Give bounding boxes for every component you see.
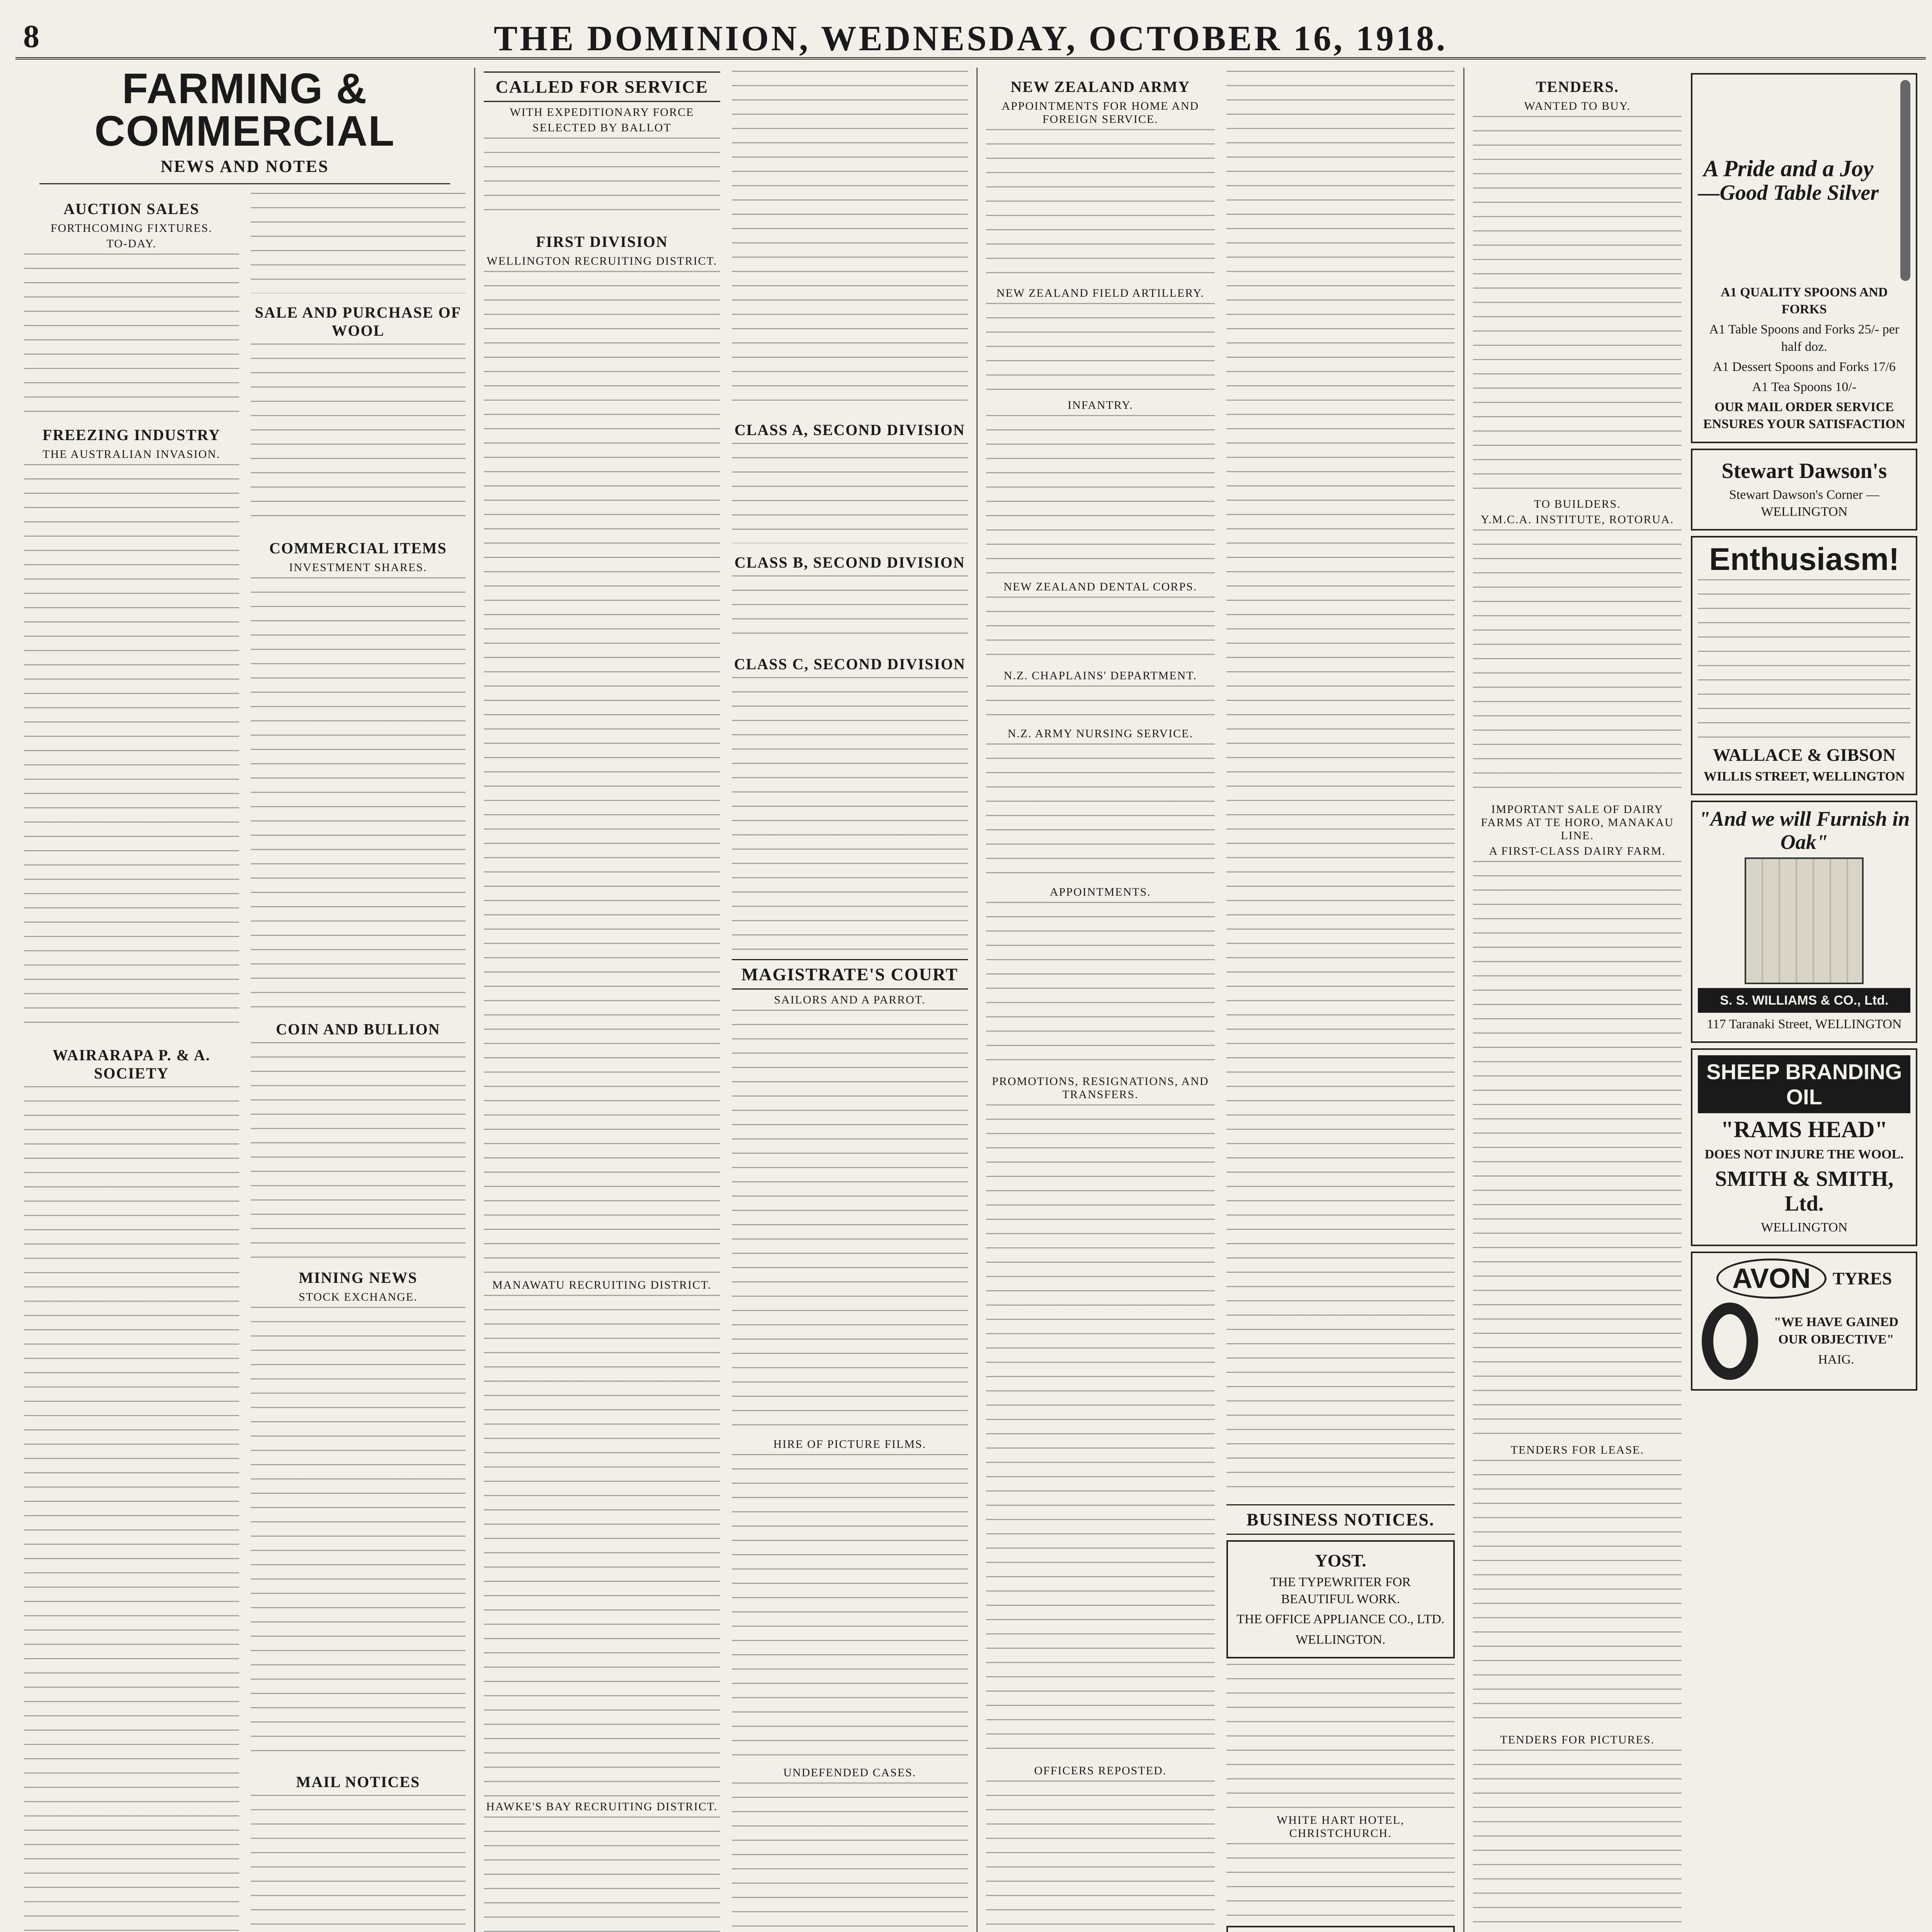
section-wairarapa-society: WAIRARAPA P. & A. SOCIETY [53,1046,211,1082]
section-dental-corps: NEW ZEALAND DENTAL CORPS. [1003,580,1197,593]
avon-logo: AVON [1716,1259,1827,1299]
subhead-appointments: APPOINTMENTS FOR HOME AND FOREIGN SERVICE. [1002,100,1199,126]
text-block [986,597,1215,666]
headline-farming-commercial: FARMING & COMMERCIAL [94,68,395,155]
section-tenders-pictures: TENDERS FOR PICTURES. [1500,1733,1655,1746]
section-sailors-parrot: SAILORS AND A PARROT. [774,993,926,1006]
section-hawkes-bay-district: HAWKE'S BAY RECRUITING DISTRICT. [486,1800,718,1813]
subhead-news-notes: NEWS AND NOTES [160,157,329,176]
section-ymca-rotorua: Y.M.C.A. INSTITUTE, ROTORUA. [1481,513,1674,526]
name-list [732,677,968,955]
section-hire-picture-films: HIRE OF PICTURE FILMS. [773,1438,927,1451]
name-list [484,1295,720,1797]
column-tenders-ads [1464,68,1926,1932]
ad-silver-line: A1 QUALITY SPOONS AND FORKS [1721,285,1888,317]
section-class-c-second: CLASS C, SECOND DIVISION [734,655,966,673]
ad-cement-floor-paints [1226,1926,1455,1932]
section-business-notices: BUSINESS NOTICES. [1226,1504,1455,1535]
section-manawatu-district: MANAWATU RECRUITING DISTRICT. [492,1279,712,1291]
text-block [732,1782,968,1932]
name-list [732,71,968,411]
ad-silver-row: A1 Tea Spoons 10/- [1752,379,1857,394]
text-block [484,138,720,223]
ad-good-table-silver [1691,73,1917,443]
name-list [484,271,720,1276]
ad-yost-city: WELLINGTON. [1295,1632,1386,1647]
ad-yost-title: YOST. [1315,1551,1366,1570]
section-forthcoming-fixtures: FORTHCOMING FIXTURES. [50,222,213,235]
text-block [1698,579,1910,742]
text-block [1473,861,1682,1440]
section-freezing-industry: FREEZING INDUSTRY [43,426,221,444]
ad-rams-head: "RAMS HEAD" [1721,1117,1888,1143]
section-wellington-district: WELLINGTON RECRUITING DISTRICT. [486,255,718,267]
headline-called-for-service: CALLED FOR SERVICE [484,71,720,102]
section-dairy-farms: IMPORTANT SALE OF DAIRY FARMS AT TE HORO, MANAKAU LINE. [1481,803,1674,842]
ad-white-hart-hotel: WHITE HART HOTEL, CHRISTCHURCH. [1276,1813,1405,1840]
text-block [251,1307,466,1763]
subhead-selected-by-ballot: SELECTED BY BALLOT [532,121,672,134]
text-block [1473,529,1682,800]
ad-yost-tagline: THE TYPEWRITER FOR BEAUTIFUL WORK. [1270,1575,1411,1607]
ad-stewart-address: Stewart Dawson's Corner — WELLINGTON [1729,487,1879,519]
text-block [1473,1750,1682,1932]
ad-yost-company: THE OFFICE APPLIANCE CO., LTD. [1236,1612,1445,1627]
ad-sheep-branding-oil [1691,1048,1917,1246]
column-farming-commercial [15,68,475,1932]
furniture-illustration [1745,857,1864,984]
divider [39,183,450,184]
ad-avon-tyres-word: TYRES [1832,1269,1892,1289]
column-army-appointments [978,68,1464,1932]
name-list [732,575,968,645]
text-block [24,253,239,416]
section-appointments: APPOINTMENTS. [1049,886,1151,898]
text-block [986,1104,1215,1761]
spoon-icon [1900,80,1910,281]
section-nursing-service: N.Z. ARMY NURSING SERVICE. [1007,727,1193,740]
section-magistrates-court: MAGISTRATE'S COURT [732,959,968,990]
ad-williams-name: S. S. WILLIAMS & CO., Ltd. [1698,988,1910,1013]
ad-smith-city: WELLINGTON [1761,1220,1848,1235]
share-list [251,577,466,1010]
text-block [986,1781,1215,1932]
ad-avon-tyres [1691,1252,1917,1391]
section-today: TO-DAY. [106,237,156,250]
ad-yost-typewriter [1226,1540,1455,1658]
text-block [986,415,1215,577]
section-commercial-items: COMMERCIAL ITEMS [269,539,447,557]
ad-wallace-address: WILLIS STREET, WELLINGTON [1703,769,1905,784]
ad-williams-address: 117 Taranaki Street, WELLINGTON [1707,1017,1902,1032]
ad-sheep-oil-title: SHEEP BRANDING OIL [1698,1055,1910,1113]
text-block [251,1042,466,1259]
section-tenders-lease: TENDERS FOR LEASE. [1510,1444,1644,1456]
ad-sheep-oil-line: DOES NOT INJURE THE WOOL. [1704,1147,1904,1162]
ad-oak-title: "And we will Furnish in Oak" [1699,807,1910,854]
section-first-class-dairy: A FIRST-CLASS DAIRY FARM. [1489,845,1666,857]
ad-silver-subtitle: —Good Table Silver [1698,181,1879,205]
ad-silver-row: A1 Dessert Spoons and Forks 17/6 [1713,359,1896,374]
ad-enthusiasm [1691,536,1917,795]
ad-smith-agent: SMITH & SMITH, Ltd. [1715,1167,1894,1216]
text-block [1473,116,1682,495]
section-auction-sales: AUCTION SALES [63,200,200,218]
section-field-artillery: NEW ZEALAND FIELD ARTILLERY. [996,287,1204,299]
masthead [15,11,1926,60]
section-mining-news: MINING NEWS [298,1269,418,1286]
section-wanted-to-buy: WANTED TO BUY. [1524,100,1631,112]
text-block [251,1795,466,1932]
section-chaplains: N.Z. CHAPLAINS' DEPARTMENT. [1003,669,1197,682]
section-mail-notices: MAIL NOTICES [296,1773,420,1791]
ad-silver-footer: OUR MAIL ORDER SERVICE ENSURES YOUR SATISFACTION [1703,400,1905,432]
tyre-icon [1702,1303,1758,1380]
text-block [1473,1460,1682,1730]
ad-enthusiasm-title: Enthusiasm! [1709,541,1900,577]
section-officers-reposted: OFFICERS REPOSTED. [1034,1764,1167,1777]
ad-stewart-title: Stewart Dawson's [1721,459,1887,483]
section-class-b-second: CLASS B, SECOND DIVISION [734,554,965,571]
section-tenders: TENDERS. [1536,78,1619,95]
section-promotions: PROMOTIONS, RESIGNATIONS, AND TRANSFERS. [992,1075,1209,1101]
ad-stewart-dawsons [1691,449,1917,531]
ad-silver-title: A Pride and a Joy [1703,156,1874,182]
page-number: 8 [23,19,39,54]
section-stock-exchange: STOCK EXCHANGE. [298,1291,418,1303]
section-undefended-cases: UNDEFENDED CASES. [783,1766,917,1779]
text-block [251,344,466,529]
text-block [1226,71,1455,1500]
text-block [732,1010,968,1435]
ad-furnish-in-oak [1691,801,1917,1043]
ad-avon-haig: HAIG. [1818,1352,1854,1367]
newspaper-title: THE DOMINION, WEDNESDAY, OCTOBER 16, 1918. [493,19,1448,58]
column-called-for-service [475,68,978,1932]
text-block [1226,1664,1455,1811]
text-block [24,1086,239,1932]
section-sale-purchase-wool: SALE AND PURCHASE OF WOOL [255,304,461,339]
ad-wallace-gibson: WALLACE & GIBSON [1713,745,1896,765]
subhead-expeditionary-force: WITH EXPEDITIONARY FORCE [510,106,694,119]
text-block [986,129,1215,284]
text-block [986,902,1215,1072]
text-block [986,303,1215,396]
name-list [732,443,968,543]
section-first-division: FIRST DIVISION [536,233,668,250]
ad-avon-quote: "WE HAVE GAINED OUR OBJECTIVE" [1774,1315,1899,1347]
headline-nz-army: NEW ZEALAND ARMY [1010,78,1190,95]
section-infantry: INFANTRY. [1068,399,1133,412]
section-investment-shares: INVESTMENT SHARES. [289,561,427,574]
text-block [1226,1843,1455,1920]
section-coin-bullion: COIN AND BULLION [276,1020,440,1038]
text-block [732,1454,968,1763]
section-class-a-second: CLASS A, SECOND DIVISION [734,421,965,439]
text-block [24,464,239,1036]
text-block [986,685,1215,724]
name-list [484,1816,720,1932]
section-to-builders: TO BUILDERS. [1534,498,1621,510]
ad-silver-row: A1 Table Spoons and Forks 25/- per half doz. [1709,322,1900,354]
text-block [251,193,466,293]
section-australian-invasion: THE AUSTRALIAN INVASION. [43,448,221,461]
text-block [986,743,1215,883]
